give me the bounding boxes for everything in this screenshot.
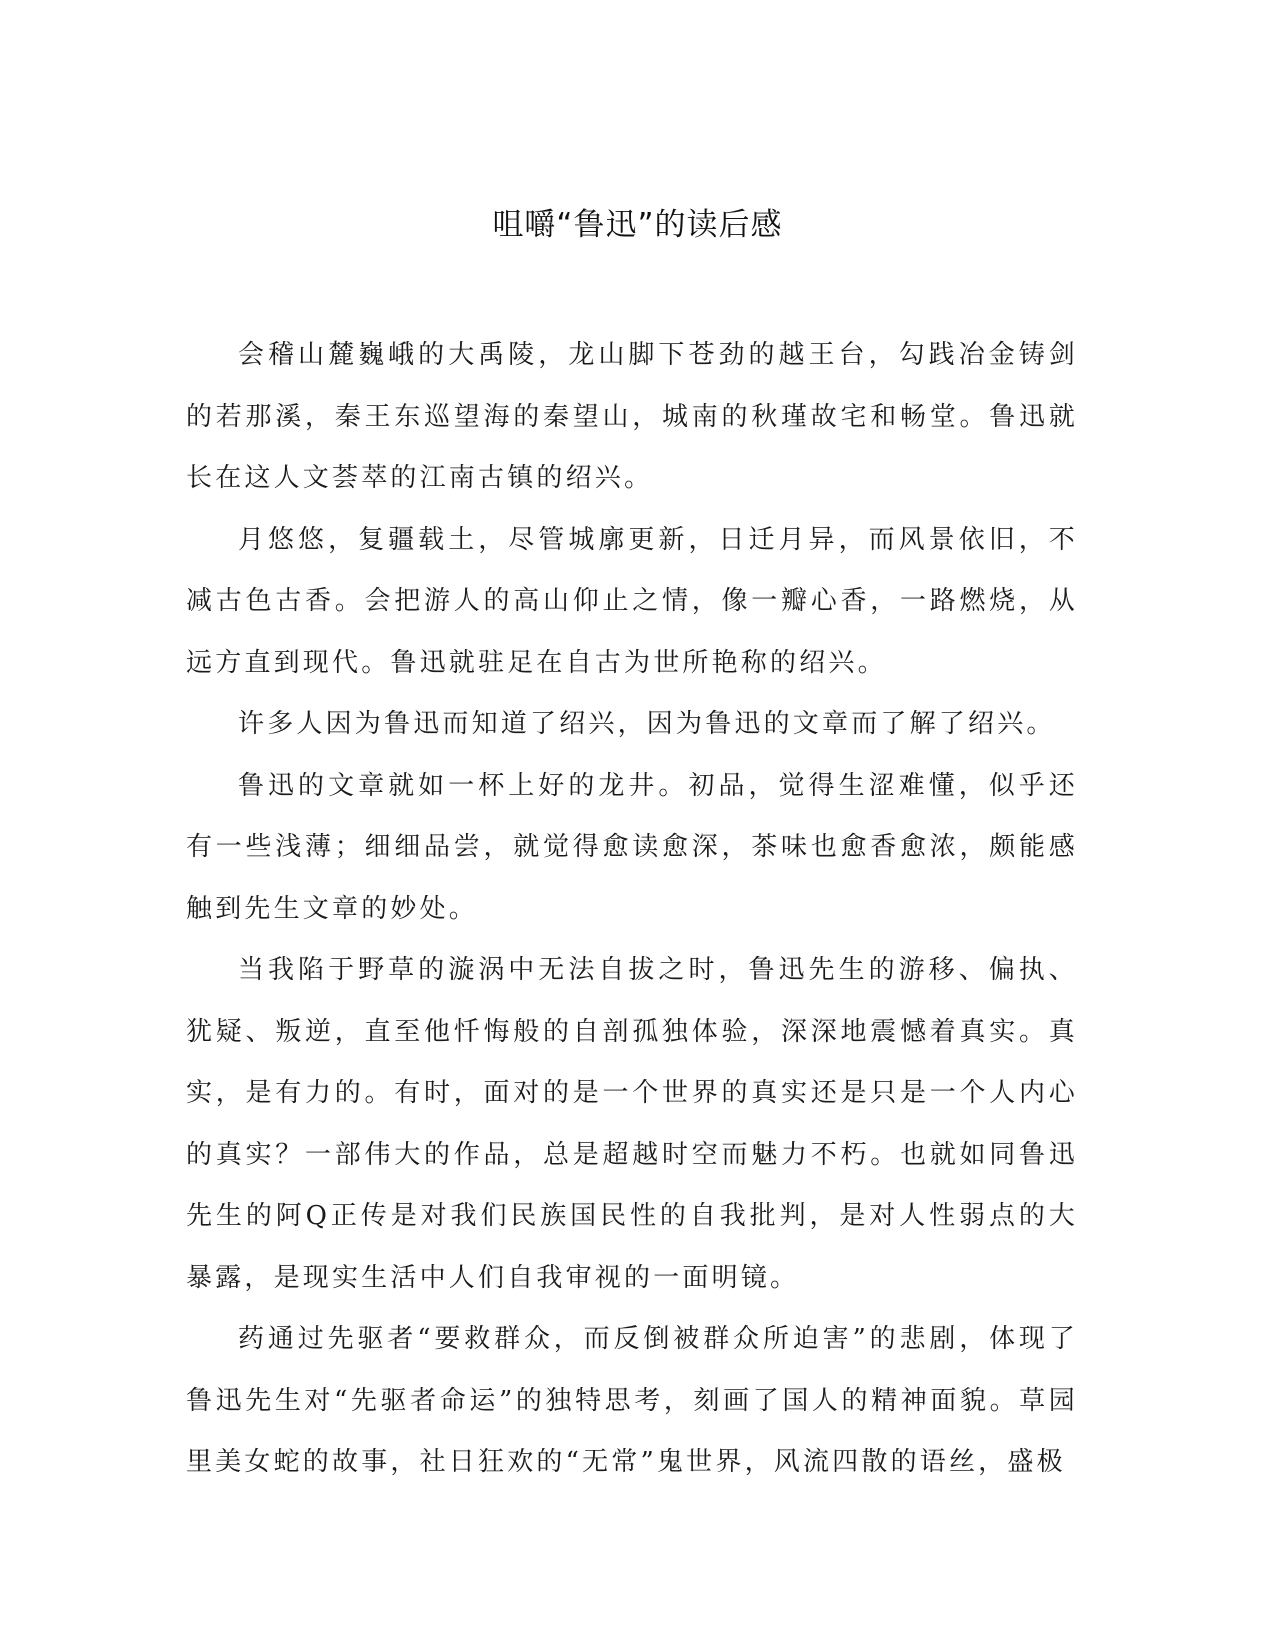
paragraph-5: 当我陷于野草的漩涡中无法自拔之时，鲁迅先生的游移、偏执、犹疑、叛逆，直至他忏悔般的自剖孤独体验，深深地震憾着真实。真实，是有力的。有时，面对的是一个世界的真实还是只是一个人内心的真实？一部伟大的作品，总是超越时空而魅力不朽。也就如同鲁迅先生的阿Q正传是对我们民族国民性的自我批判，是对人性弱点的大暴露，是现实生活中人们自我审视的一面明镜。 [186, 955, 1078, 1293]
paragraph-2: 月悠悠，复疆载土，尽管城廓更新，日迁月异，而风景依旧，不减古色古香。会把游人的高山仰止之情，像一瓣心香，一路燃烧，从远方直到现代。鲁迅就驻足在自古为世所艳称的绍兴。 [186, 524, 1078, 678]
document-body [186, 325, 1078, 1494]
document-title: 咀嚼“鲁迅”的读后感 [492, 207, 783, 243]
paragraph-3: 许多人因为鲁迅而知道了绍兴，因为鲁迅的文章而了解了绍兴。 [238, 709, 1056, 739]
paragraph-6: 药通过先驱者“要救群众，而反倒被群众所迫害”的悲剧，体现了鲁迅先生对“先驱者命运”的独特思考，刻画了国人的精神面貌。草园里美女蛇的故事，社日狂欢的“无常”鬼世界，风流四散的语丝，盛极 [186, 1324, 1078, 1477]
paragraph-1: 会稽山麓巍峨的大禹陵，龙山脚下苍劲的越王台，勾践冶金铸剑的若那溪，秦王东巡望海的秦望山，城南的秋瑾故宅和畅堂。鲁迅就长在这人文荟萃的江南古镇的绍兴。 [186, 340, 1078, 493]
paragraph-4: 鲁迅的文章就如一杯上好的龙井。初品，觉得生涩难懂，似乎还有一些浅薄；细细品尝，就觉得愈读愈深，茶味也愈香愈浓，颇能感触到先生文章的妙处。 [186, 770, 1078, 924]
